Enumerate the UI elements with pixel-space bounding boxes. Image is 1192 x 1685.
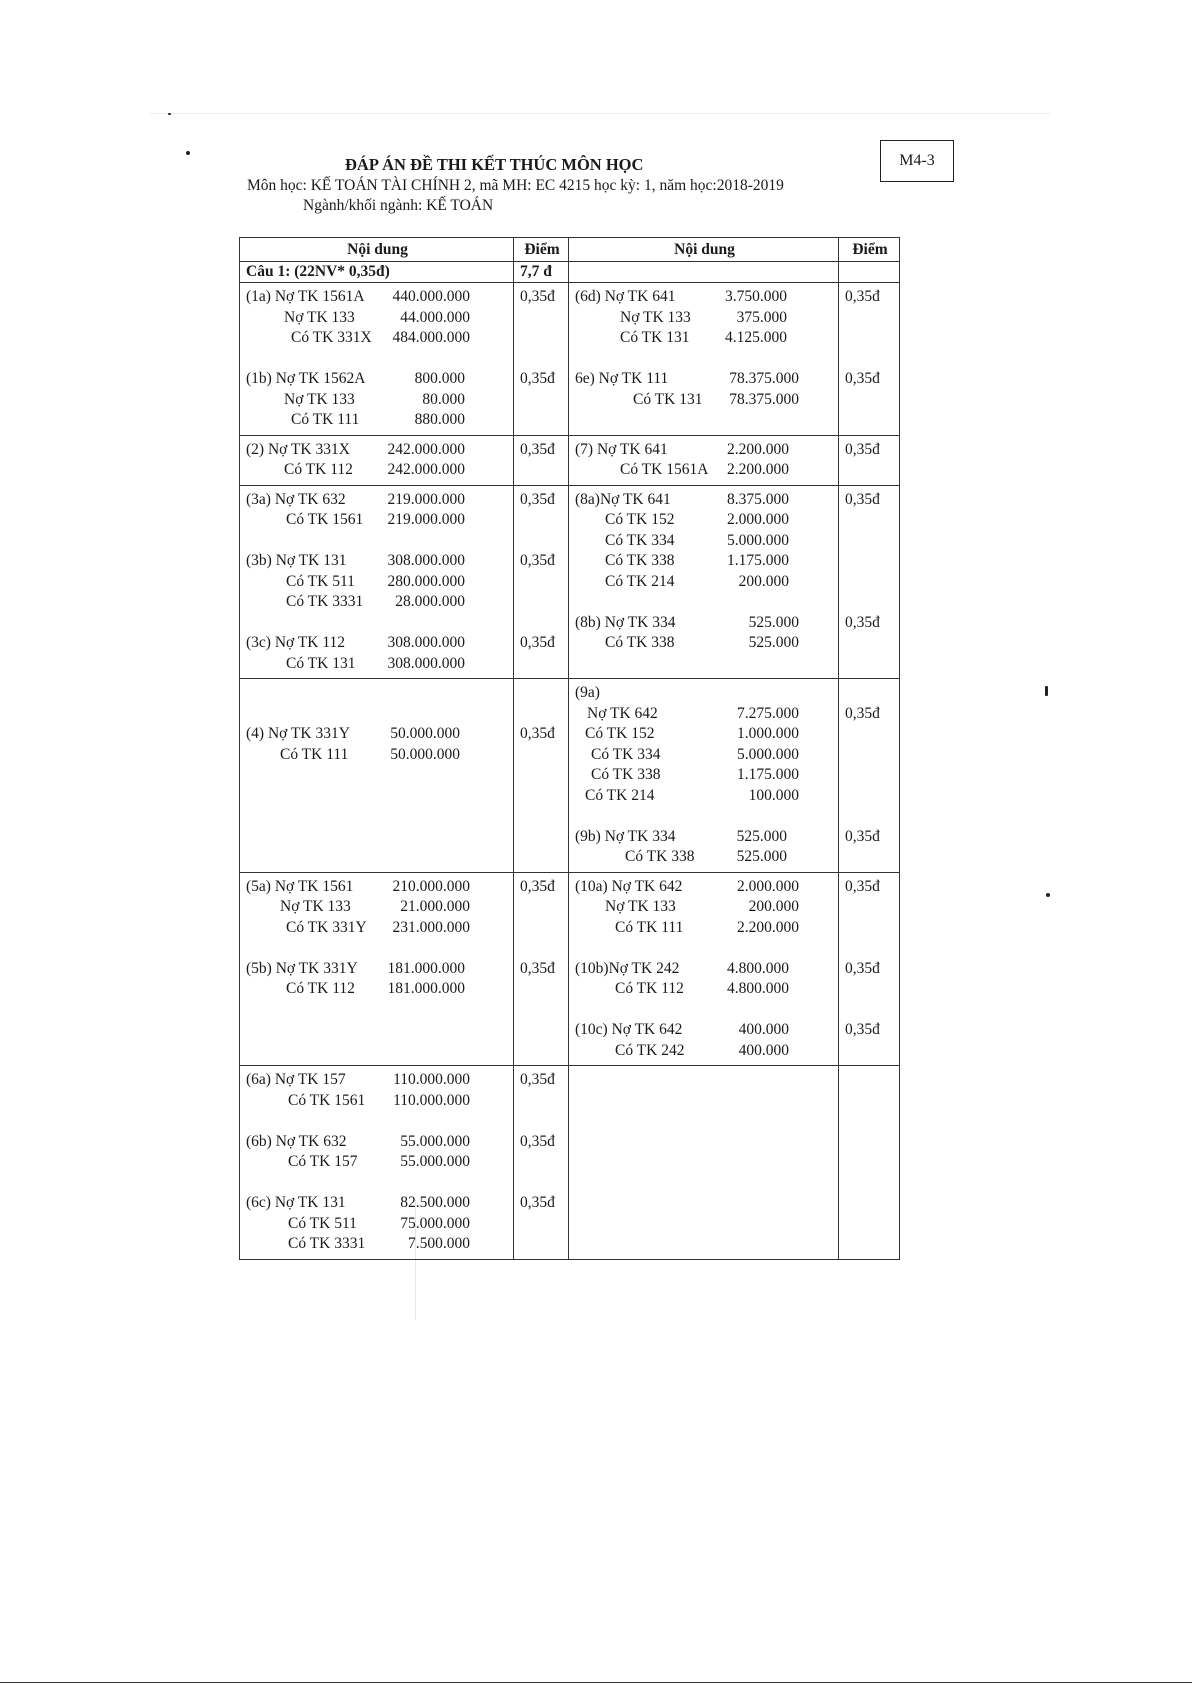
- entry-line: [575, 979, 789, 1000]
- score: 0,35đ: [520, 552, 555, 569]
- score: 0,35đ: [520, 1132, 555, 1150]
- entry-8b: [575, 613, 834, 654]
- entry-line: [246, 460, 465, 481]
- entry-2: [246, 440, 509, 481]
- account-label: (6d) Nợ TK 641: [575, 288, 676, 305]
- amount: 21.000.000: [400, 898, 470, 915]
- score: 0,35đ: [845, 288, 880, 305]
- score: 0,35đ: [520, 490, 555, 508]
- amount: 440.000.000: [392, 288, 470, 305]
- entry-line: [575, 827, 787, 848]
- table-row: [240, 283, 900, 436]
- entry-1b: [246, 369, 509, 431]
- table-header-row: [240, 238, 900, 262]
- question-row: [240, 261, 900, 283]
- account-label: Có TK 331Y: [286, 918, 367, 936]
- header-score-right: Điểm: [839, 238, 900, 262]
- entry-6e: [575, 369, 834, 410]
- entry-line: [575, 531, 789, 552]
- entry-line: [575, 1020, 789, 1041]
- entry-line: [575, 460, 789, 481]
- entry-line: [246, 287, 470, 308]
- entry-line: [246, 1132, 470, 1153]
- account-label: Có TK 112: [286, 980, 355, 997]
- score: 0,35đ: [520, 370, 555, 387]
- entry-line: [575, 724, 799, 745]
- amount: 80.000: [422, 390, 465, 408]
- entry-8a: [575, 490, 834, 593]
- amount: 375.000: [736, 308, 787, 326]
- amount: 400.000: [738, 1041, 789, 1059]
- amount: 525.000: [736, 827, 787, 845]
- account-label: (6c) Nợ TK 131: [246, 1194, 346, 1211]
- score: 0,35đ: [520, 877, 555, 895]
- entry-line: [246, 654, 465, 675]
- amount: 308.000.000: [387, 634, 465, 651]
- account-label: Có TK 152: [585, 725, 655, 742]
- account-label: Có TK 214: [605, 572, 675, 590]
- entry-line: [246, 410, 465, 431]
- score: 0,35đ: [520, 288, 555, 305]
- entry-line: [246, 1193, 470, 1214]
- account-label: Có TK 511: [286, 572, 355, 590]
- account-label: Có TK 131: [286, 654, 356, 672]
- amount: 200.000: [738, 572, 789, 590]
- account-label: Có TK 131: [620, 329, 690, 346]
- amount: 200.000: [748, 898, 799, 915]
- entry-line: [575, 287, 787, 308]
- entry-line: [246, 979, 465, 1000]
- entry-line: [246, 918, 470, 939]
- entry-line: [246, 1234, 470, 1255]
- amount: 4.125.000: [725, 329, 787, 346]
- entry-line: [575, 390, 799, 411]
- amount: 1.175.000: [737, 766, 799, 783]
- score: 0,35đ: [845, 490, 880, 508]
- major-info: Ngành/khối ngành: KẾ TOÁN: [303, 197, 494, 214]
- table-row: [240, 435, 900, 485]
- entry-3a: [246, 490, 509, 531]
- account-label: Nợ TK 133: [280, 898, 351, 915]
- entry-1a: [246, 287, 509, 349]
- score: 0,35đ: [520, 1194, 555, 1211]
- account-label: (10b)Nợ TK 242: [575, 959, 680, 977]
- account-label: (1a) Nợ TK 1561A: [246, 288, 365, 305]
- amount: 8.375.000: [727, 490, 789, 508]
- amount: 2.200.000: [727, 461, 789, 478]
- amount: 1.000.000: [737, 725, 799, 742]
- account-label: Có TK 111: [291, 411, 360, 428]
- entry-line: [575, 897, 799, 918]
- amount: 1.175.000: [727, 552, 789, 569]
- amount: 800.000: [414, 370, 465, 387]
- account-label: (3a) Nợ TK 632: [246, 490, 346, 508]
- account-label: (8b) Nợ TK 334: [575, 613, 676, 631]
- amount: 78.375.000: [729, 390, 799, 408]
- entry-line: [246, 572, 465, 593]
- score: 0,35đ: [520, 1071, 555, 1088]
- amount: 110.000.000: [393, 1091, 470, 1109]
- amount: 110.000.000: [393, 1071, 470, 1088]
- entry-line: [246, 897, 470, 918]
- question-points: 7,7 đ: [514, 261, 569, 283]
- amount: 44.000.000: [400, 308, 470, 326]
- account-label: Nợ TK 133: [605, 898, 676, 915]
- amount: 2.000.000: [737, 877, 799, 895]
- amount: 50.000.000: [390, 745, 460, 763]
- amount: 4.800.000: [727, 980, 789, 997]
- account-label: (3b) Nợ TK 131: [246, 552, 347, 569]
- table-row: [240, 1066, 900, 1260]
- amount: 4.800.000: [727, 959, 789, 977]
- scan-speck: [186, 151, 190, 155]
- score: 0,35đ: [845, 827, 880, 845]
- account-label: Có TK 1561A: [620, 461, 709, 478]
- entry-line: [575, 704, 799, 725]
- entry-line: [246, 1091, 470, 1112]
- entry-line: [575, 877, 799, 898]
- entry-line: [575, 613, 799, 634]
- score: 0,35đ: [520, 440, 555, 458]
- entry-4: [246, 724, 509, 765]
- amount: 28.000.000: [395, 593, 465, 610]
- score: 0,35đ: [845, 440, 880, 458]
- amount: 181.000.000: [387, 959, 465, 977]
- amount: 181.000.000: [387, 980, 465, 997]
- score: 0,35đ: [845, 959, 880, 977]
- account-label: (9b) Nợ TK 334: [575, 827, 676, 845]
- amount: 2.200.000: [727, 440, 789, 458]
- amount: 484.000.000: [392, 329, 470, 346]
- course-info: Môn học: KẾ TOÁN TÀI CHÍNH 2, mã MH: EC 4215 học kỳ: 1, năm học:2018-2019: [247, 177, 784, 194]
- entry-line: [246, 440, 465, 461]
- entry-line: [246, 308, 470, 329]
- amount: 280.000.000: [387, 572, 465, 590]
- account-label: Có TK 242: [615, 1041, 685, 1059]
- page-bottom-edge: [0, 1682, 1192, 1683]
- amount: 880.000: [414, 411, 465, 428]
- question-label: Câu 1: (22NV* 0,35đ): [240, 261, 514, 283]
- entry-line: [246, 877, 470, 898]
- amount: 525.000: [748, 634, 799, 651]
- entry-line: [246, 724, 460, 745]
- scan-speck: [168, 113, 171, 115]
- entry-9b: [575, 827, 834, 868]
- account-label: (1b) Nợ TK 1562A: [246, 370, 366, 387]
- account-label: (6a) Nợ TK 157: [246, 1071, 346, 1088]
- account-label: Có TK 334: [591, 745, 661, 763]
- account-label: (7) Nợ TK 641: [575, 440, 668, 458]
- score: 0,35đ: [845, 877, 880, 895]
- amount: 5.000.000: [737, 745, 799, 763]
- entry-10b: [575, 959, 834, 1000]
- header-content-right: Nội dung: [569, 238, 839, 262]
- entry-line: [575, 745, 799, 766]
- account-label: Có TK 331X: [291, 329, 372, 346]
- entry-line: [246, 510, 465, 531]
- amount: 2.200.000: [737, 918, 799, 936]
- account-label: 6e) Nợ TK 111: [575, 370, 669, 387]
- amount: 2.000.000: [727, 511, 789, 528]
- amount: 82.500.000: [400, 1194, 470, 1211]
- entry-line: [246, 1152, 470, 1173]
- entry-line: [246, 369, 465, 390]
- score: 0,35đ: [845, 1021, 880, 1038]
- entry-line: [575, 918, 799, 939]
- entry-6d: [575, 287, 834, 349]
- entry-6c: [246, 1193, 509, 1255]
- entry-line: [246, 745, 460, 766]
- amount: 3.750.000: [725, 288, 787, 305]
- amount: 210.000.000: [392, 877, 470, 895]
- entry-10a: [575, 877, 834, 939]
- amount: 400.000: [738, 1021, 789, 1038]
- scan-speck: [1046, 893, 1050, 897]
- entry-line: [575, 786, 799, 807]
- account-label: Có TK 111: [615, 918, 684, 936]
- account-label: Có TK 152: [605, 511, 675, 528]
- amount: 219.000.000: [387, 511, 465, 528]
- account-label: Có TK 111: [280, 745, 349, 763]
- table-row: [240, 485, 900, 679]
- entry-line: [246, 1070, 470, 1091]
- account-label: Có TK 334: [605, 531, 675, 549]
- entry-line: [575, 510, 789, 531]
- amount: 308.000.000: [387, 552, 465, 569]
- header-score-left: Điểm: [514, 238, 569, 262]
- account-label: Có TK 1561: [286, 511, 364, 528]
- amount: 525.000: [736, 848, 787, 865]
- account-label: Có TK 338: [625, 848, 695, 865]
- entry-line: [246, 959, 465, 980]
- account-label: Có TK 1561: [288, 1091, 366, 1109]
- amount: 50.000.000: [390, 725, 460, 742]
- amount: 231.000.000: [392, 918, 470, 936]
- account-label: Có TK 511: [288, 1214, 357, 1232]
- score: 0,35đ: [520, 725, 555, 742]
- account-label: (10c) Nợ TK 642: [575, 1021, 683, 1038]
- account-label: (3c) Nợ TK 112: [246, 634, 346, 651]
- entry-9a-label: (9a): [575, 684, 600, 701]
- header-content-left: Nội dung: [240, 238, 514, 262]
- answer-table: [239, 237, 900, 1260]
- entry-line: [246, 633, 465, 654]
- table-row: [240, 679, 900, 873]
- entry-3c: [246, 633, 509, 674]
- account-label: (2) Nợ TK 331X: [246, 440, 350, 458]
- entry-7: [575, 440, 834, 481]
- entry-line: [575, 369, 799, 390]
- account-label: (6b) Nợ TK 632: [246, 1132, 347, 1150]
- account-label: Có TK 131: [633, 390, 703, 408]
- entry-6a: [246, 1070, 509, 1111]
- entry-line: [246, 1214, 470, 1235]
- account-label: Nợ TK 133: [284, 308, 355, 326]
- account-label: (8a)Nợ TK 641: [575, 490, 671, 508]
- amount: 5.000.000: [727, 531, 789, 549]
- amount: 242.000.000: [387, 461, 465, 478]
- amount: 7.500.000: [408, 1235, 470, 1252]
- account-label: Có TK 338: [591, 766, 661, 783]
- entry-line: [575, 572, 789, 593]
- entry-9a: [575, 704, 834, 807]
- amount: 100.000: [748, 786, 799, 804]
- amount: 7.275.000: [737, 704, 799, 722]
- account-label: Có TK 3331: [288, 1235, 366, 1252]
- account-label: Nợ TK 133: [620, 308, 691, 326]
- account-label: Nợ TK 642: [587, 704, 658, 722]
- account-label: Có TK 3331: [286, 593, 364, 610]
- account-label: Có TK 157: [288, 1153, 358, 1170]
- entry-line: [246, 328, 470, 349]
- account-label: Có TK 112: [615, 980, 684, 997]
- amount: 219.000.000: [387, 490, 465, 508]
- account-label: Có TK 214: [585, 786, 655, 804]
- document-title: ĐÁP ÁN ĐỀ THI KẾT THÚC MÔN HỌC: [345, 155, 644, 174]
- entry-line: [575, 633, 799, 654]
- scan-speck: [1045, 686, 1048, 696]
- table-row: [240, 872, 900, 1066]
- account-label: (4) Nợ TK 331Y: [246, 725, 350, 742]
- account-label: (5b) Nợ TK 331Y: [246, 959, 358, 977]
- account-label: (5a) Nợ TK 1561: [246, 877, 354, 895]
- entry-5a: [246, 877, 509, 939]
- entry-line: [246, 592, 465, 613]
- entry-line: [575, 440, 789, 461]
- entry-line: [575, 328, 787, 349]
- amount: 78.375.000: [729, 370, 799, 387]
- entry-3b: [246, 551, 509, 613]
- amount: 75.000.000: [400, 1214, 470, 1232]
- score: 0,35đ: [520, 634, 555, 651]
- account-label: Có TK 338: [605, 552, 675, 569]
- amount: 242.000.000: [387, 440, 465, 458]
- exam-code-box: M4-3: [880, 140, 954, 182]
- amount: 55.000.000: [400, 1132, 470, 1150]
- entry-line: [246, 490, 465, 511]
- entry-line: [246, 390, 465, 411]
- account-label: (10a) Nợ TK 642: [575, 877, 683, 895]
- account-label: Có TK 112: [284, 461, 353, 478]
- entry-5b: [246, 959, 509, 1000]
- amount: 55.000.000: [400, 1153, 470, 1170]
- entry-line: [575, 959, 789, 980]
- page-top-edge: [150, 113, 1050, 114]
- entry-6b: [246, 1132, 509, 1173]
- score: 0,35đ: [845, 370, 880, 387]
- entry-line: [575, 308, 787, 329]
- score: 0,35đ: [845, 613, 880, 631]
- entry-line: [575, 765, 799, 786]
- entry-10c: [575, 1020, 834, 1061]
- account-label: Nợ TK 133: [284, 390, 355, 408]
- entry-line: [575, 847, 787, 868]
- entry-line: [575, 551, 789, 572]
- score: 0,35đ: [520, 959, 555, 977]
- account-label: Có TK 338: [605, 634, 675, 651]
- amount: 525.000: [748, 613, 799, 631]
- entry-line: [575, 1041, 789, 1062]
- amount: 308.000.000: [387, 654, 465, 672]
- score: 0,35đ: [845, 704, 880, 722]
- entry-line: [575, 490, 789, 511]
- entry-line: [246, 551, 465, 572]
